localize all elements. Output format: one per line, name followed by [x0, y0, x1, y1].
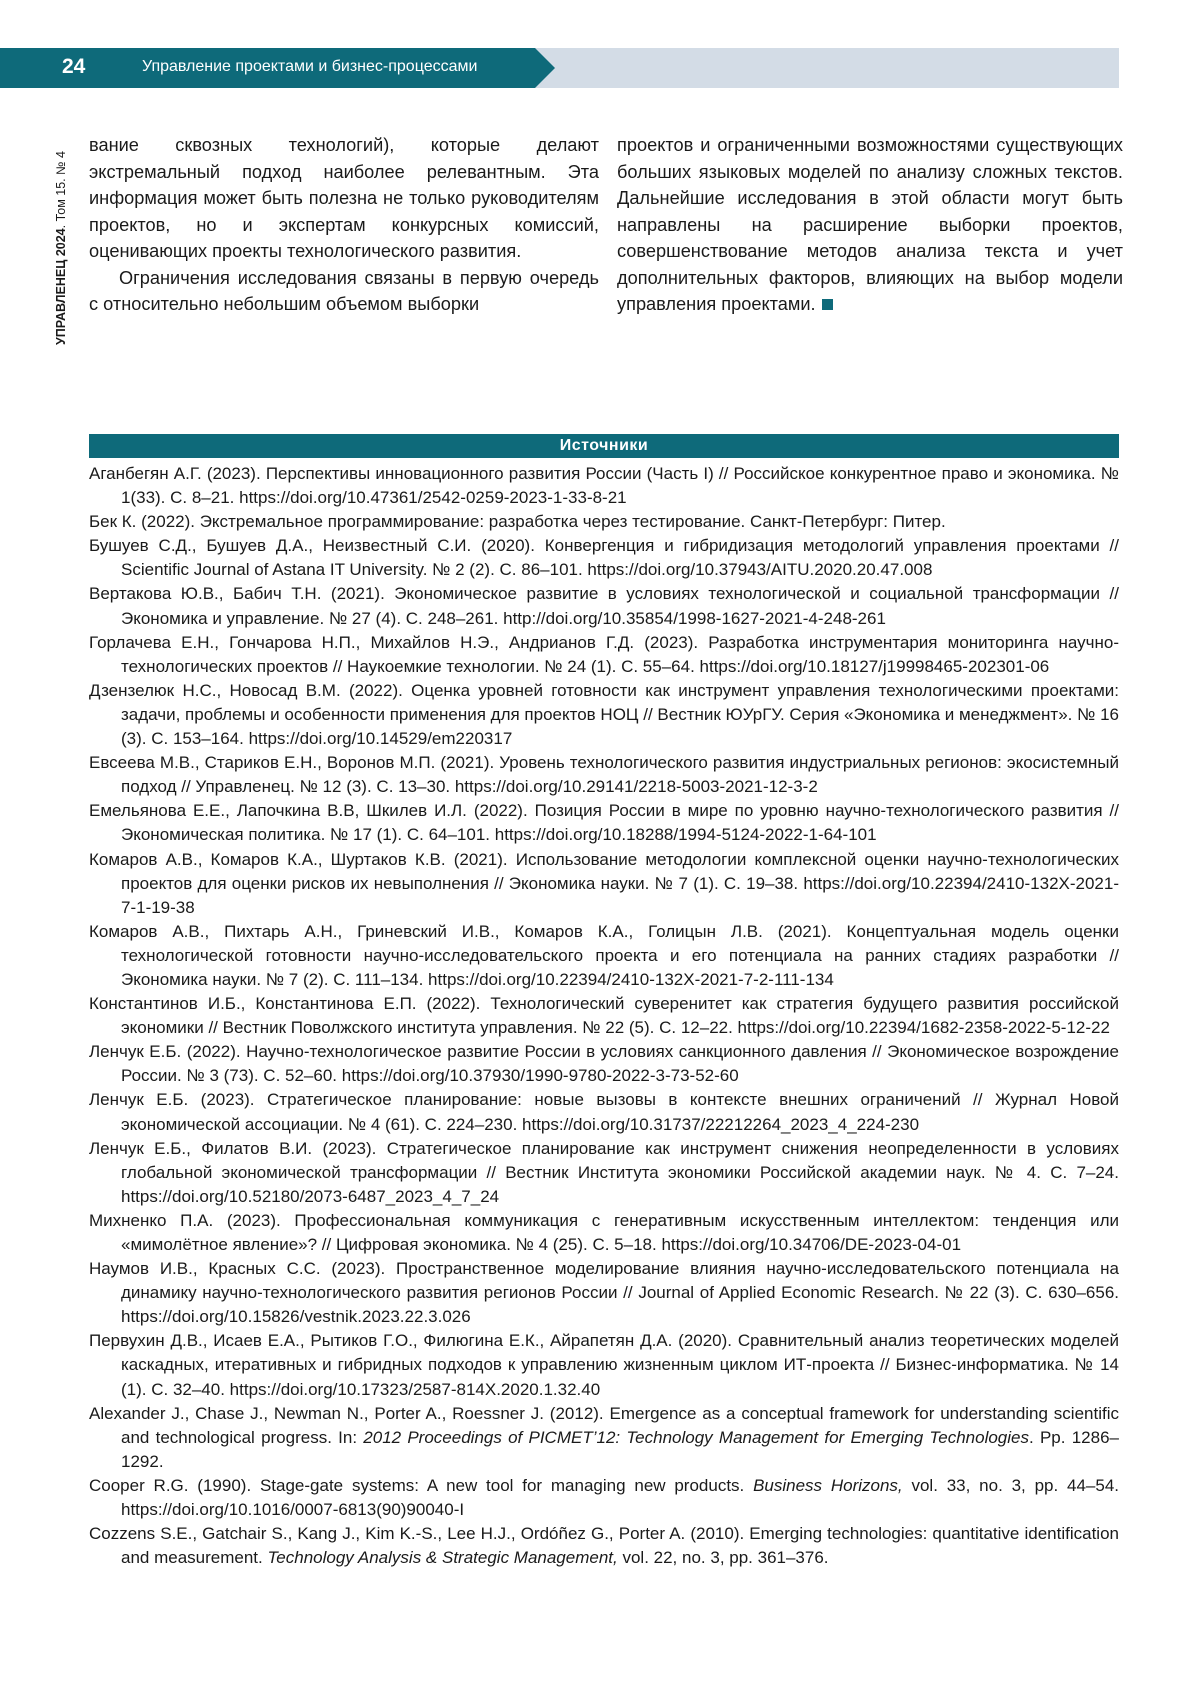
- reference-item: Бек К. (2022). Экстремальное программирование: разработка через тестирование. Санкт-Петербург: Питер.: [89, 510, 1119, 534]
- left-paragraph-2: Ограничения исследования связаны в первую очередь с относительно небольшим объемом выборки: [89, 265, 599, 318]
- reference-item: Емельянова Е.Е., Лапочкина В.В, Шкилев И.Л. (2022). Позиция России в мире по уровню научно-технологического развития // Экономическая политика. № 17 (1). С. 64–101. https://doi.org/10.18288/1994-5124-2022-1-64-101: [89, 799, 1119, 847]
- running-title: Управление проектами и бизнес-процессами: [142, 58, 477, 76]
- reference-text: Cozzens S.E., Gatchair S., Kang J., Kim K.-S., Lee H.J., Ordóñez G., Porter A. (2010). Emerging technologies: quantitative identification and measurement.: [89, 1524, 1119, 1567]
- reference-source-title: 2012 Proceedings of PICMET’12: Technology Management for Emerging Technologies: [363, 1428, 1029, 1447]
- reference-item: Ленчук Е.Б. (2022). Научно-технологическое развитие России в условиях санкционного давления // Экономическое возрождение России. № 3 (73). С. 52–60. https://doi.org/10.37930/1990-9780-2022-3-73-52-60: [89, 1040, 1119, 1088]
- reference-item: Комаров А.В., Пихтарь А.Н., Гриневский И.В., Комаров К.А., Голицын Л.В. (2021). Концептуальная модель оценки технологической готовности научно-исследовательского проекта и его потенциала на ранних стадиях разработки // Экономика науки. № 7 (2). С. 111–134. https://doi.org/10.22394/2410-132X-2021-7-2-111-134: [89, 920, 1119, 992]
- right-paragraph-1: [617, 132, 1123, 318]
- reference-list: [89, 462, 1119, 1570]
- journal-issue: . Том 15. № 4: [54, 151, 68, 228]
- right-column: [617, 132, 1123, 318]
- page-number: 24: [62, 55, 85, 79]
- reference-source-title: Technology Analysis & Strategic Management,: [267, 1548, 617, 1567]
- reference-item: Первухин Д.В., Исаев Е.А., Рытиков Г.О., Филюгина Е.К., Айрапетян Д.А. (2020). Сравнительный анализ теоретических моделей каскадных, итеративных и гибридных подходов к управлению жизненным циклом ИТ-проекта // Бизнес-информатика. № 14 (1). С. 32–40. https://doi.org/10.17323/2587-814X.2020.1.32.40: [89, 1329, 1119, 1401]
- reference-text: Cooper R.G. (1990). Stage-gate systems: A new tool for managing new products.: [89, 1476, 753, 1495]
- reference-item: Наумов И.В., Красных С.С. (2023). Пространственное моделирование влияния научно-исследовательского потенциала на динамику научно-технологического развития регионов России // Journal of Applied Economic Research. № 22 (3). С. 630–656. https://doi.org/10.15826/vestnik.2023.22.3.026: [89, 1257, 1119, 1329]
- reference-item: Дзензелюк Н.С., Новосад В.М. (2022). Оценка уровней готовности как инструмент управления технологическими проектами: задачи, проблемы и особенности применения для проектов НОЦ // Вестник ЮУрГУ. Серия «Экономика и менеджмент». № 16 (3). С. 153–164. https://doi.org/10.14529/em220317: [89, 679, 1119, 751]
- reference-item: Ленчук Е.Б. (2023). Стратегическое планирование: новые вызовы в контексте внешних ограничений // Журнал Новой экономической ассоциации. № 4 (61). С. 224–230. https://doi.org/10.31737/22212264_2023_4_224-230: [89, 1088, 1119, 1136]
- reference-text: . Pp. 1286–1292.: [121, 1428, 1119, 1471]
- reference-source-title: Business Horizons,: [753, 1476, 903, 1495]
- reference-item: Аганбегян А.Г. (2023). Перспективы инновационного развития России (Часть I) // Российское конкурентное право и экономика. № 1(33). С. 8–21. https://doi.org/10.47361/2542-0259-2023-1-33-8-21: [89, 462, 1119, 510]
- reference-text: vol. 33, no. 3, pp. 44–54. https://doi.org/10.1016/0007-6813(90)90040-I: [121, 1476, 1119, 1519]
- reference-text: vol. 22, no. 3, pp. 361–376.: [618, 1548, 829, 1567]
- sources-heading: Источники: [89, 434, 1119, 458]
- reference-item: [89, 1474, 1119, 1522]
- left-column: [89, 132, 599, 318]
- reference-item: Вертакова Ю.В., Бабич Т.Н. (2021). Экономическое развитие в условиях технологической и социальной трансформации // Экономика и управление. № 27 (4). С. 248–261. http://doi.org/10.35854/1998-1627-2021-4-248-261: [89, 582, 1119, 630]
- journal-side-label: [54, 151, 68, 345]
- reference-text: Alexander J., Chase J., Newman N., Porter A., Roessner J. (2012). Emergence as a conceptual framework for understanding scientific and technological progress. In:: [89, 1404, 1119, 1447]
- end-of-article-mark: [822, 299, 833, 310]
- reference-item: Константинов И.Б., Константинова Е.П. (2022). Технологический суверенитет как стратегия будущего развития российской экономики // Вестник Поволжского института управления. № 22 (5). С. 12–22. https://doi.org/10.22394/1682-2358-2022-5-12-22: [89, 992, 1119, 1040]
- reference-item: [89, 1402, 1119, 1474]
- reference-item: Бушуев С.Д., Бушуев Д.А., Неизвестный С.И. (2020). Конвергенция и гибридизация методологий управления проектами // Scientific Journal of Astana IT University. № 2 (2). С. 86–101. https://doi.org/10.37943/AITU.2020.20.47.008: [89, 534, 1119, 582]
- journal-name: УПРАВЛЕНЕЦ 2024: [54, 228, 68, 345]
- reference-item: Горлачева Е.Н., Гончарова Н.П., Михайлов Н.Э., Андрианов Г.Д. (2023). Разработка инструментария мониторинга научно-технологических проектов // Наукоемкие технологии. № 24 (1). С. 55–64. https://doi.org/10.18127/j19998465-202301-06: [89, 631, 1119, 679]
- reference-item: [89, 1522, 1119, 1570]
- right-paragraph-text: проектов и ограниченными возможностями существующих больших языковых моделей по анализу сложных текстов. Дальнейшие исследования в этой области могут быть направлены на расширение выборки проектов, совершенствование методов анализа текста и учет дополнительных факторов, влияющих на выбор модели управления проектами.: [617, 135, 1123, 314]
- reference-item: Евсеева М.В., Стариков Е.Н., Воронов М.П. (2021). Уровень технологического развития индустриальных регионов: экосистемный подход // Управленец. № 12 (3). С. 13–30. https://doi.org/10.29141/2218-5003-2021-12-3-2: [89, 751, 1119, 799]
- left-paragraph-1: вание сквозных технологий), которые делают экстремальный подход наиболее релевантным. Эта информация может быть полезна не только руководителям проектов, но и экспертам конкурсных комиссий, оценивающих проекты технологического развития.: [89, 132, 599, 265]
- reference-item: Ленчук Е.Б., Филатов В.И. (2023). Стратегическое планирование как инструмент снижения неопределенности в условиях глобальной экономической трансформации // Вестник Института экономики Российской академии наук. № 4. С. 7–24. https://doi.org/10.52180/2073-6487_2023_4_7_24: [89, 1137, 1119, 1209]
- reference-item: Михненко П.А. (2023). Профессиональная коммуникация с генеративным искусственным интеллектом: тенденция или «мимолётное явление»? // Цифровая экономика. № 4 (25). С. 5–18. https://doi.org/10.34706/DE-2023-04-01: [89, 1209, 1119, 1257]
- reference-item: Комаров А.В., Комаров К.А., Шуртаков К.В. (2021). Использование методологии комплексной оценки научно-технологических проектов для оценки рисков их невыполнения // Экономика науки. № 7 (1). С. 19–38. https://doi.org/10.22394/2410-132X-2021-7-1-19-38: [89, 848, 1119, 920]
